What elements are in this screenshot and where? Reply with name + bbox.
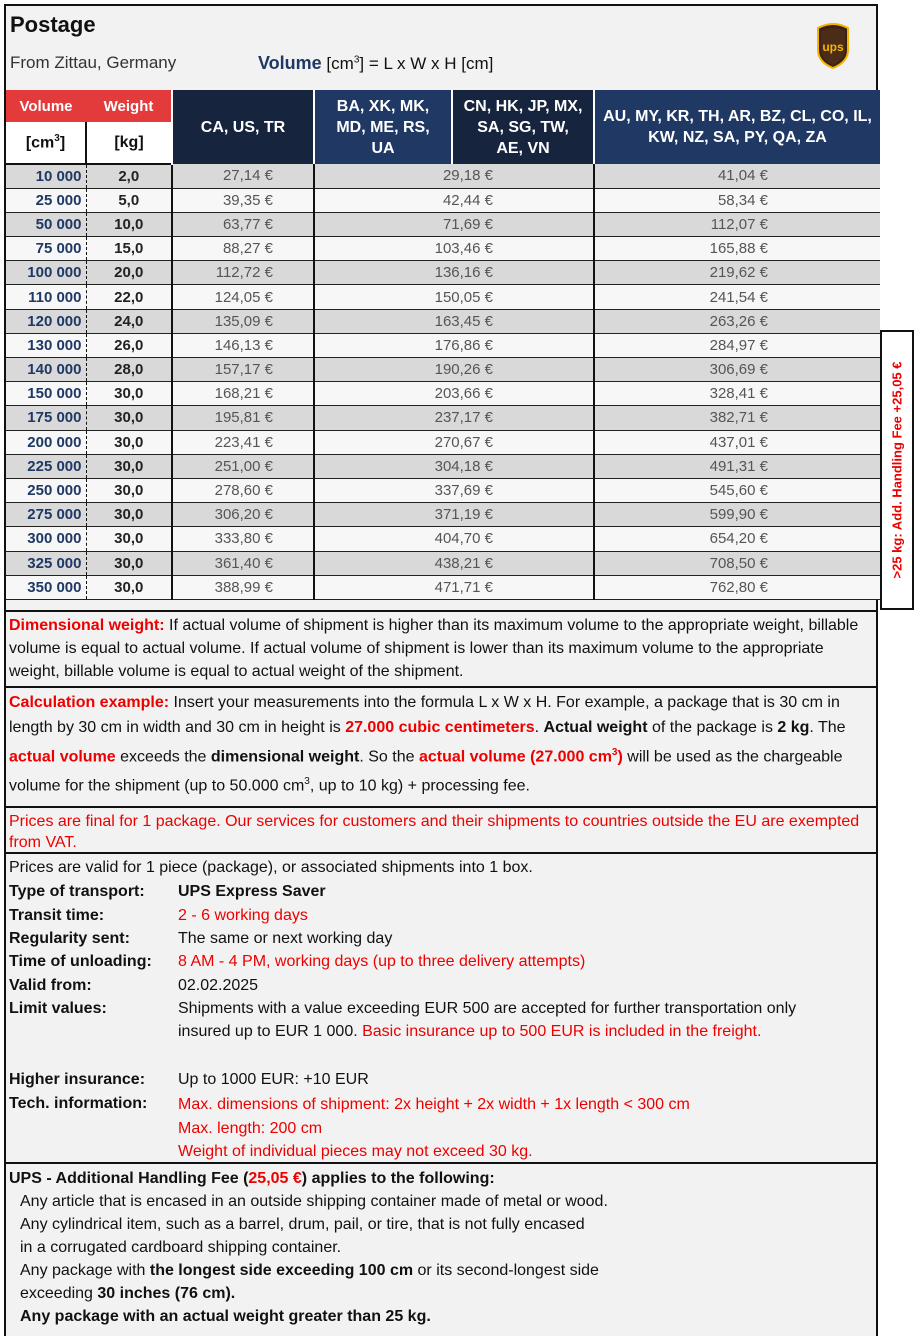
type-value: UPS Express Saver (178, 883, 326, 900)
ups-logo-icon (816, 20, 850, 70)
zone2-header: BA, XK, MK, MD, ME, RS, UA (314, 90, 452, 164)
handling-item: exceeding 30 inches (76 cm). (20, 1285, 236, 1302)
price-zone2-3-cell: 42,44 € (314, 188, 594, 212)
limit-label: Limit values: (9, 1000, 107, 1017)
price-zone1-cell: 333,80 € (172, 527, 314, 551)
transit-label: Transit time: (9, 907, 105, 924)
price-zone1-cell: 223,41 € (172, 430, 314, 454)
price-zone1-cell: 112,72 € (172, 261, 314, 285)
price-zone1-cell: 306,20 € (172, 503, 314, 527)
volume-cell: 350 000 (6, 575, 86, 599)
price-zone1-cell: 278,60 € (172, 478, 314, 502)
volume-cell: 250 000 (6, 478, 86, 502)
price-zone1-cell: 195,81 € (172, 406, 314, 430)
weight-cell: 30,0 (86, 527, 172, 551)
price-zone4-cell: 58,34 € (594, 188, 880, 212)
table-row (6, 430, 880, 454)
side-handling-note: >25 kg: Add. Handling Fee +25,05 € (880, 330, 914, 610)
table-row (6, 285, 880, 309)
price-zone4-cell: 654,20 € (594, 527, 880, 551)
volume-cell: 200 000 (6, 430, 86, 454)
zone4-header: AU, MY, KR, TH, AR, BZ, CL, CO, IL, KW, NZ, SA, PY, QA, ZA (594, 90, 880, 164)
weight-cell: 5,0 (86, 188, 172, 212)
table-row (6, 454, 880, 478)
unit-volume: $[cm^3]$ (6, 122, 86, 164)
price-zone4-cell: 491,31 € (594, 454, 880, 478)
weight-cell: 30,0 (86, 430, 172, 454)
unloading-label: Time of unloading: (9, 953, 152, 970)
volume-cell: 140 000 (6, 358, 86, 382)
price-zone2-3-cell: 103,46 € (314, 237, 594, 261)
price-zone4-cell: 437,01 € (594, 430, 880, 454)
insurance-value: Up to 1000 EUR: +10 EUR (178, 1071, 369, 1088)
volume-cell: 175 000 (6, 406, 86, 430)
price-zone1-cell: 157,17 € (172, 358, 314, 382)
price-zone2-3-cell: 71,69 € (314, 212, 594, 236)
vat-note: Prices are final for 1 package. Our services for customers and their shipments to countries outside the EU are exempted from VAT. (6, 806, 876, 854)
table-row (6, 164, 880, 188)
volume-cell: 50 000 (6, 212, 86, 236)
price-zone4-cell: 382,71 € (594, 406, 880, 430)
price-zone4-cell: 112,07 € (594, 212, 880, 236)
price-zone1-cell: 251,00 € (172, 454, 314, 478)
weight-cell: 28,0 (86, 358, 172, 382)
origin-text: From Zittau, Germany (10, 53, 177, 72)
price-zone4-cell: 165,88 € (594, 237, 880, 261)
weight-cell: 30,0 (86, 382, 172, 406)
table-row (6, 237, 880, 261)
price-zone2-3-cell: 404,70 € (314, 527, 594, 551)
price-zone2-3-cell: 136,16 € (314, 261, 594, 285)
table-row (6, 188, 880, 212)
handling-item: Any package with an actual weight greater than 25 kg. (20, 1308, 431, 1325)
tech-label: Tech. information: (9, 1095, 148, 1112)
price-zone2-3-cell: 438,21 € (314, 551, 594, 575)
price-zone1-cell: 88,27 € (172, 237, 314, 261)
weight-cell: 30,0 (86, 454, 172, 478)
price-zone1-cell: 39,35 € (172, 188, 314, 212)
table-row (6, 527, 880, 551)
calculation-example: Calculation example: Insert your measurements into the formula L x W x H. For example, a package that is 30 cm in length by 30 cm in width and 30 cm in height is 27.000 cubic centimeters. Actual weight of the package is 2 kg. The actual volume exceeds the dimensional weight. So the actual volume (27.000 $cm^3$) will be used as the chargeable volume for the shipment (up to 50.000 $cm^3$, up to 10 kg) + processing fee. (6, 686, 876, 810)
price-zone1-cell: 168,21 € (172, 382, 314, 406)
weight-cell: 26,0 (86, 333, 172, 357)
table-row (6, 333, 880, 357)
price-zone4-cell: 41,04 € (594, 164, 880, 188)
logo-text: ups (822, 40, 844, 54)
price-zone4-cell: 545,60 € (594, 478, 880, 502)
price-zone2-3-cell: 471,71 € (314, 575, 594, 599)
price-zone2-3-cell: 203,66 € (314, 382, 594, 406)
table-row (6, 212, 880, 236)
volume-cell: 325 000 (6, 551, 86, 575)
table-row (6, 358, 880, 382)
price-zone2-3-cell: 270,67 € (314, 430, 594, 454)
weight-cell: 22,0 (86, 285, 172, 309)
price-zone1-cell: 27,14 € (172, 164, 314, 188)
header (6, 6, 876, 90)
handling-item: Any package with the longest side exceeding 100 cm or its second-longest side (20, 1262, 599, 1279)
weight-cell: 30,0 (86, 406, 172, 430)
weight-cell: 30,0 (86, 551, 172, 575)
tech-value-3: Weight of individual pieces may not exceed 30 kg. (178, 1143, 533, 1160)
volume-cell: 150 000 (6, 382, 86, 406)
table-row (6, 551, 880, 575)
valid-value: 02.02.2025 (178, 977, 259, 994)
unloading-value: 8 AM - 4 PM, working days (up to three delivery attempts) (178, 953, 586, 970)
weight-cell: 20,0 (86, 261, 172, 285)
price-zone4-cell: 241,54 € (594, 285, 880, 309)
handling-fee-section (6, 1162, 876, 1336)
price-zone4-cell: 599,90 € (594, 503, 880, 527)
weight-cell: 24,0 (86, 309, 172, 333)
weight-cell: 10,0 (86, 212, 172, 236)
tech-value-2: Max. length: 200 cm (178, 1120, 323, 1137)
tech-value-1: Max. dimensions of shipment: 2x height + 2x width + 1x length < 300 cm (178, 1096, 690, 1113)
volume-formula: Volume $[cm^3] = L$ x W x H [cm] (258, 53, 494, 73)
price-zone4-cell: 219,62 € (594, 261, 880, 285)
zone3-header: CN, HK, JP, MX, SA, SG, TW, AE, VN (452, 90, 594, 164)
table-row (6, 261, 880, 285)
price-zone2-3-cell: 150,05 € (314, 285, 594, 309)
limit-value-1: Shipments with a value exceeding EUR 500 are accepted for further transportation only (178, 1000, 797, 1017)
weight-cell: 30,0 (86, 575, 172, 599)
dimensional-weight-note: Dimensional weight: If actual volume of shipment is higher than its maximum volume to the appropriate weight, billable volume is equal to actual volume. If actual volume of shipment is lower than its maximum volume to the appropriate weight, billable volume is equal to actual weight of the shipment. (6, 610, 876, 688)
price-zone4-cell: 263,26 € (594, 309, 880, 333)
handling-item: in a corrugated cardboard shipping container. (20, 1239, 342, 1256)
price-zone4-cell: 306,69 € (594, 358, 880, 382)
handling-title: UPS - Additional Handling Fee (25,05 €) applies to the following: (9, 1170, 495, 1187)
col-weight-header: Weight (86, 90, 172, 122)
table-row (6, 478, 880, 502)
price-zone2-3-cell: 176,86 € (314, 333, 594, 357)
service-info (6, 852, 876, 1164)
info-intro: Prices are valid for 1 piece (package), or associated shipments into 1 box. (9, 859, 533, 876)
weight-cell: 15,0 (86, 237, 172, 261)
price-zone2-3-cell: 304,18 € (314, 454, 594, 478)
zone1-header: CA, US, TR (172, 90, 314, 164)
price-zone4-cell: 762,80 € (594, 575, 880, 599)
price-zone2-3-cell: 371,19 € (314, 503, 594, 527)
price-zone1-cell: 63,77 € (172, 212, 314, 236)
volume-cell: 300 000 (6, 527, 86, 551)
type-label: Type of transport: (9, 883, 145, 900)
volume-cell: 225 000 (6, 454, 86, 478)
volume-cell: 10 000 (6, 164, 86, 188)
price-table (6, 90, 880, 600)
price-zone1-cell: 146,13 € (172, 333, 314, 357)
unit-weight: [kg] (86, 122, 172, 164)
price-zone4-cell: 328,41 € (594, 382, 880, 406)
handling-item: Any cylindrical item, such as a barrel, drum, pail, or tire, that is not fully encased (20, 1216, 585, 1233)
regularity-label: Regularity sent: (9, 930, 130, 947)
volume-cell: 110 000 (6, 285, 86, 309)
weight-cell: 30,0 (86, 503, 172, 527)
transit-value: 2 - 6 working days (178, 907, 308, 924)
valid-label: Valid from: (9, 977, 92, 994)
postage-sheet (4, 4, 878, 1336)
price-zone1-cell: 135,09 € (172, 309, 314, 333)
price-zone2-3-cell: 163,45 € (314, 309, 594, 333)
volume-cell: 100 000 (6, 261, 86, 285)
volume-cell: 275 000 (6, 503, 86, 527)
volume-cell: 130 000 (6, 333, 86, 357)
weight-cell: 2,0 (86, 164, 172, 188)
price-zone1-cell: 124,05 € (172, 285, 314, 309)
table-row (6, 575, 880, 599)
table-row (6, 309, 880, 333)
insurance-label: Higher insurance: (9, 1071, 146, 1088)
volume-cell: 25 000 (6, 188, 86, 212)
price-zone2-3-cell: 190,26 € (314, 358, 594, 382)
limit-value-2: insured up to EUR 1 000. Basic insurance up to 500 EUR is included in the freight. (178, 1023, 762, 1040)
volume-cell: 75 000 (6, 237, 86, 261)
volume-cell: 120 000 (6, 309, 86, 333)
handling-item: Any article that is encased in an outside shipping container made of metal or wood. (20, 1193, 608, 1210)
table-row (6, 382, 880, 406)
price-zone1-cell: 388,99 € (172, 575, 314, 599)
page-title: Postage (10, 12, 96, 37)
price-zone2-3-cell: 29,18 € (314, 164, 594, 188)
table-row (6, 503, 880, 527)
price-zone2-3-cell: 337,69 € (314, 478, 594, 502)
price-zone4-cell: 284,97 € (594, 333, 880, 357)
weight-cell: 30,0 (86, 478, 172, 502)
price-zone1-cell: 361,40 € (172, 551, 314, 575)
regularity-value: The same or next working day (178, 930, 393, 947)
price-zone2-3-cell: 237,17 € (314, 406, 594, 430)
table-row (6, 406, 880, 430)
col-volume-header: Volume (6, 90, 86, 122)
price-zone4-cell: 708,50 € (594, 551, 880, 575)
